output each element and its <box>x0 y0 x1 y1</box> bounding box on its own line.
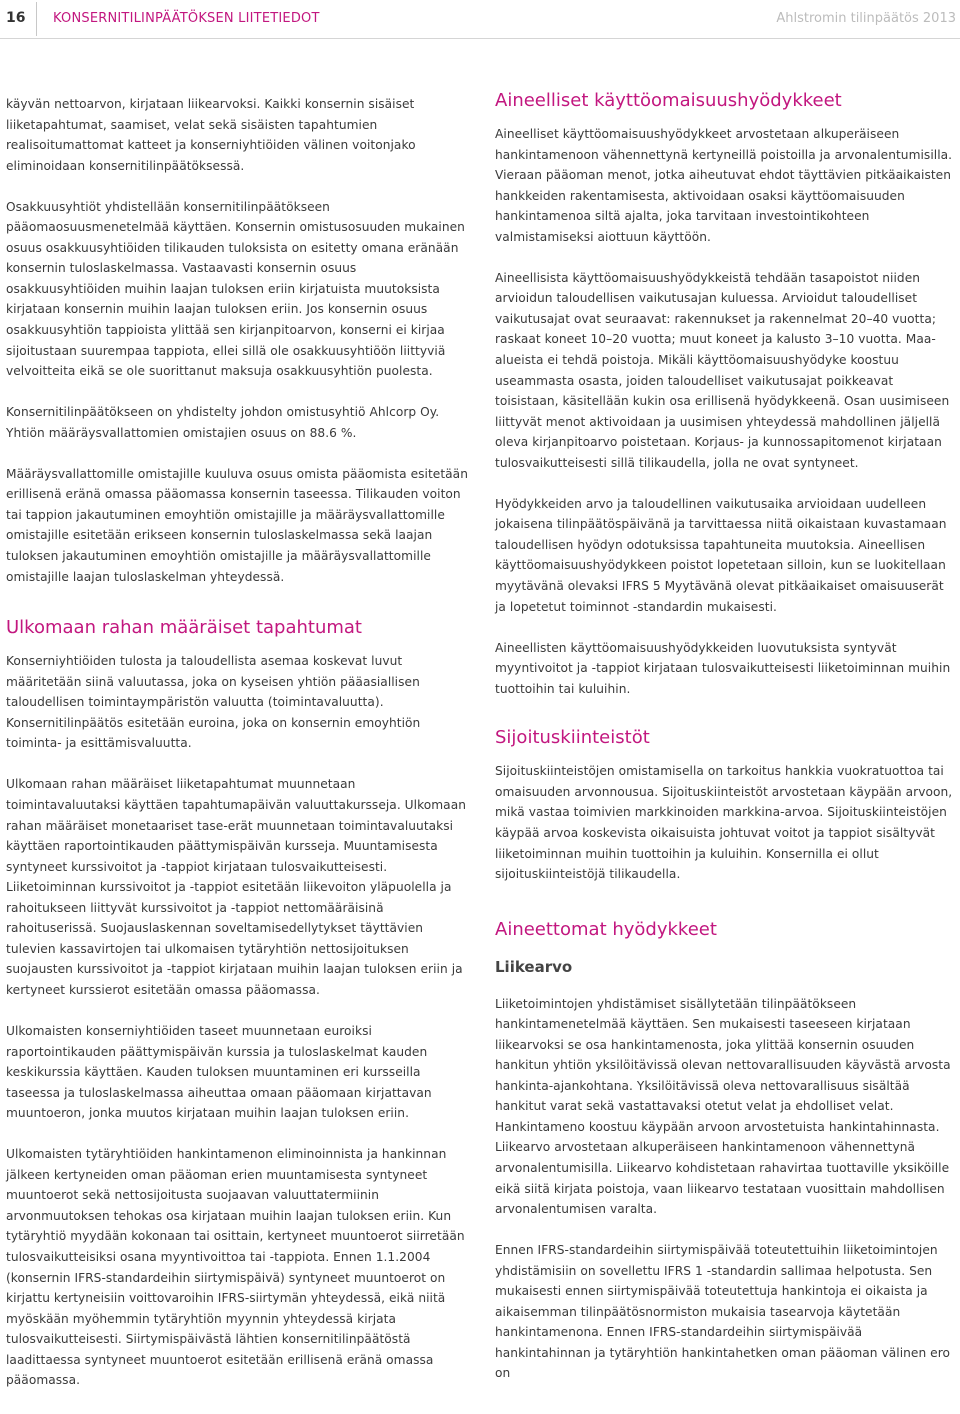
paragraph-useful-life: Hyödykkeiden arvo ja taloudellinen vaikutusaika arvioidaan uudelleen jokaisena tilinpäätöspäivänä ja tarvittaessa niitä oikaistaan kuvastamaan taloudellisen hyödyn odotuksissa tapahtuneita muutoksia. Aineellisen käyttöomaisuushyödykkeen poistot lopetetaan silloin, kun se luokitellaan myytävänä olevaksi IFRS 5 Myytävänä olevat pitkäaikaiset omaisuuserät ja lopetetut toiminnot -standardin mukaisesti. <box>495 496 947 614</box>
heading-goodwill: Liikearvo <box>495 957 573 976</box>
heading-foreign-currency: Ulkomaan rahan määräiset tapahtumat <box>6 617 362 639</box>
heading-investment-property: Sijoituskiinteistöt <box>495 727 650 749</box>
paragraph-goodwill: Liiketoimintojen yhdistämiset sisällytetään tilinpäätökseen hankintamenetelmää käyttäen. Sen mukaisesti taseeseen kirjataan liikearvoksi se osa hankintamenosta, joka ylittää konsernin osuuden hankitun yhtiön yksilöitävissä olevan nettovarallisuuden käyvästä arvosta hankinta-ajankohtana. Yksilöitävissä oleva nettovarallisuus sisältää hankitut varat sekä vastattavaksi otetut velat ja ehdolliset velat. Hankintameno koostuu käypään arvoon arvostetuista hankintahinnasta. Liikearvo arvostetaan alkuperäiseen hankintamenoon vähennettynä arvonalentumisilla. Liikearvo kohdistetaan rahavirtaa tuottaville yksiköille eikä siitä kirjata poistoja, vaan liikearvo testataan vuosittain mahdollisen arvonalentumisen varalta. <box>495 996 951 1217</box>
header-rule <box>0 38 960 39</box>
paragraph-investment-property: Sijoituskiinteistöjen omistamisella on tarkoitus hankkia vuokratuottoa tai omaisuuden arvonnousua. Sijoituskiinteistöt arvostetaan käypään arvoon, mikä vastaa toimivien markkinoiden markkina-arvoa. Sijoituskiinteistöjen käypää arvoa koskevista oikaisuista johtuvat voitot ja tappiot sisältyvät liiketoiminnan muihin tuottoihin ja kuluihin. Konsernilla ei ollut sijoituskiinteistöjä tilikaudella. <box>495 764 953 882</box>
paragraph-functional-currency: Konserniyhtiöiden tulosta ja taloudellista asemaa koskevat luvut määritetään siinä valuutassa, joka on kyseisen yhtiön pääasiallisen taloudellisen toimintaympäristön valuutta (toimintavaluutta). Konsernitilinpäätös esitetään euroina, joka on konsernin emoyhtiön toiminta- ja esittämisvaluutta. <box>6 654 421 751</box>
page-number: 16 <box>6 10 26 26</box>
paragraph-translation-differences: Ulkomaisten tytäryhtiöiden hankintamenon eliminoinnista ja hankinnan jälkeen kertyneiden oman pääoman erien muuntamisesta syntyneet muuntoerot sekä nettosijoitusta suojaavan valuuttatermiinin arvonmuutoksen tehokas osa kirjataan muihin laajan tuloksen eriin. Kun tytäryhtiö myydään kokonaan tai osittain, kertyneet muuntoerot siirretään tulosvaikutteisiksi osana myyntivoittoa tai -tappiota. Ennen 1.1.2004 (konsernin IFRS-standardeihin siirtymispäivä) syntyneet muuntoerot on kirjattu kertyneisiin voittovaroihin IFRS-siirtymän yhteydessä, eikä niitä myöskään myöhemmin tytäryhtiön myynnin yhteydessä kirjata tulosvaikutteisesti. Siirtymispäivästä lähtien konsernitilinpäätöstä laadittaessa syntyneet muuntoerot esitetään erillisenä eränä omassa pääomassa. <box>6 1147 465 1388</box>
paragraph-associates: Osakkuusyhtiöt yhdistellään konsernitilinpäätökseen pääomaosuusmenetelmää käyttäen. Konsernin omistusosuuden mukainen osuus osakkuusyhtiöiden tilikauden tuloksista on esitetty omana eränään konsernin tuloslaskelmassa. Vastaavasti konsernin osuus osakkuusyhtiöiden muihin laajan tuloksen eriin kirjatuista muutoksista kirjataan konsernin muihin laajan tuloksen eriin. Jos konsernin osuus osakkuusyhtiön tappioista ylittää sen kirjanpitoarvon, konserni ei kirjaa sijoitustaan suurempaa tappiota, ellei sillä ole osakkuusyhtiöön liittyviä velvoitteita eikä se ole suorittanut maksuja osakkuusyhtiön puolesta. <box>6 199 465 379</box>
section-title: KONSERNITILINPÄÄTÖKSEN LIITETIEDOT <box>53 11 320 26</box>
report-title: Ahlstromin tilinpäätös 2013 <box>776 11 956 26</box>
heading-tangible-assets: Aineelliset käyttöomaisuushyödykkeet <box>495 90 842 111</box>
paragraph-fx-translation: Ulkomaisten konserniyhtiöiden taseet muunnetaan euroiksi raportointikauden päättymispäivän kurssia ja tuloslaskelmat kauden keskikurssia käyttäen. Kauden tuloksen muuntaminen eri kursseilla taseessa ja tuloslaskelmassa aiheuttaa omaan pääomaan kirjattavan muuntoeron, jonka muutos kirjataan muihin laajan tuloksen eriin. <box>6 1023 432 1121</box>
paragraph-noncontrolling: Määräysvallattomille omistajille kuuluva osuus omista pääomista esitetään erillisenä eränä omassa pääomassa konsernin taseessa. Tilikauden voiton tai tappion jakautuminen emoyhtiön omistajille ja määräysvallattomille omistajille esitetään erikseen konsernin tuloslaskelmassa sekä laajan tuloksen jakautuminen emoyhtiön omistajille ja määräysvallattomille omistajille laajan tuloslaskelman yhteydessä. <box>6 466 468 584</box>
paragraph-ahlcorp: Konsernitilinpäätökseen on yhdistelty johdon omistusyhtiö Ahlcorp Oy. Yhtiön määräysvallattomien omistajien osuus on 88.6 %. <box>6 405 440 440</box>
paragraph-fx-transactions: Ulkomaan rahan määräiset liiketapahtumat muunnetaan toimintavaluutaksi käyttäen tapahtumapäivän valuuttakursseja. Ulkomaan rahan määräiset monetaariset tase-erät muunnetaan toimintavaluutaksi käyttäen raportointikauden päättymispäivän kursseja. Muuntamisesta syntyneet kurssivoitot ja -tappiot kirjataan tulosvaikutteisesti. Liiketoiminnan kurssivoitot ja -tappiot esitetään liikevoiton yläpuolella ja rahoitukseen liittyvät kurssivoitot ja -tappiot nettomääräisinä rahoituserissä. Suojauslaskennan soveltamisedellytykset täyttävien tulevien kassavirtojen tai ulkomaisen tytäryhtiön nettosijoituksen suojausten kurssivoitot ja -tappiot kirjataan muihin laajan tuloksen eriin ja kertyneet kurssierot esitetään omassa pääomassa. <box>6 777 466 997</box>
paragraph-tangible-cost: Aineelliset käyttöomaisuushyödykkeet arvostetaan alkuperäiseen hankintamenoon vähennettynä kertyneillä poistoilla ja arvonalentumisilla. Vieraan pääoman menot, jotka aiheutuvat ehdot täyttävien pitkäaikaisten hankkeiden rakentamisesta, aktivoidaan osaksi käyttöomaisuuden hankintamenoa siltä ajalta, joka tarvitaan investointikohteen valmistamiseksi aiottuun käyttöön. <box>495 127 953 244</box>
right-column <box>495 90 957 1405</box>
left-column <box>6 94 468 1411</box>
paragraph-disposals: Aineellisten käyttöomaisuushyödykkeiden luovutuksista syntyvät myyntivoitot ja -tappiot kirjataan tulosvaikutteisesti liiketoiminnan muihin tuottoihin tai kuluihin. <box>495 640 951 696</box>
paragraph-depreciation: Aineellisista käyttöomaisuushyödykkeistä tehdään tasapoistot niiden arvioidun taloudellisen vaikutusajan kuluessa. Arvioidut taloudelliset vaikutusajat ovat seuraavat: rakennukset ja rakennelmat 20–40 vuotta; raskaat koneet 10–20 vuotta; muut koneet ja kalusto 3–10 vuotta. Maa-alueista ei tehdä poistoja. Mikäli käyttöomaisuushyödyke koostuu useammasta osasta, joiden taloudelliset vaikutusajat poikkeavat toisistaan, käsitellään kukin osa erillisenä hyödykkeenä. Osan uusimiseen liittyvät menot aktivoidaan ja uusimisen yhteydessä mahdollinen jäljellä oleva kirjanpitoarvo poistetaan. Korjaus- ja kunnossapitomenot kirjataan tulosvaikutteisesti sillä tilikaudella, jolla ne ovat syntyneet. <box>495 270 950 470</box>
heading-intangible-assets: Aineettomat hyödykkeet <box>495 918 717 940</box>
page-header <box>0 0 960 38</box>
paragraph-consolidation: käyvän nettoarvon, kirjataan liikearvoksi. Kaikki konsernin sisäiset liiketapahtumat, saamiset, velat sekä sisäisten tapahtumien realisoitumattomat katteet ja konserniyhtiöiden välinen voitonjako eliminoidaan konsernitilinpäätöksessä. <box>6 97 416 173</box>
header-divider <box>36 2 37 36</box>
paragraph-ifrs1: Ennen IFRS-standardeihin siirtymispäivää toteutettuihin liiketoimintojen yhdistämisiin on sovellettu IFRS 1 -standardin sallimaa helpotusta. Sen mukaisesti ennen siirtymispäivää toteutettuja hankintoja ei oikaista ja aikaisemman tilinpäätösnormiston mukaisia tasearvoja käytetään hankintamenona. Ennen IFRS-standardeihin siirtymispäivää hankintahinnan ja tytäryhtiön hankintahetken oman pääoman välinen ero on <box>495 1243 951 1381</box>
